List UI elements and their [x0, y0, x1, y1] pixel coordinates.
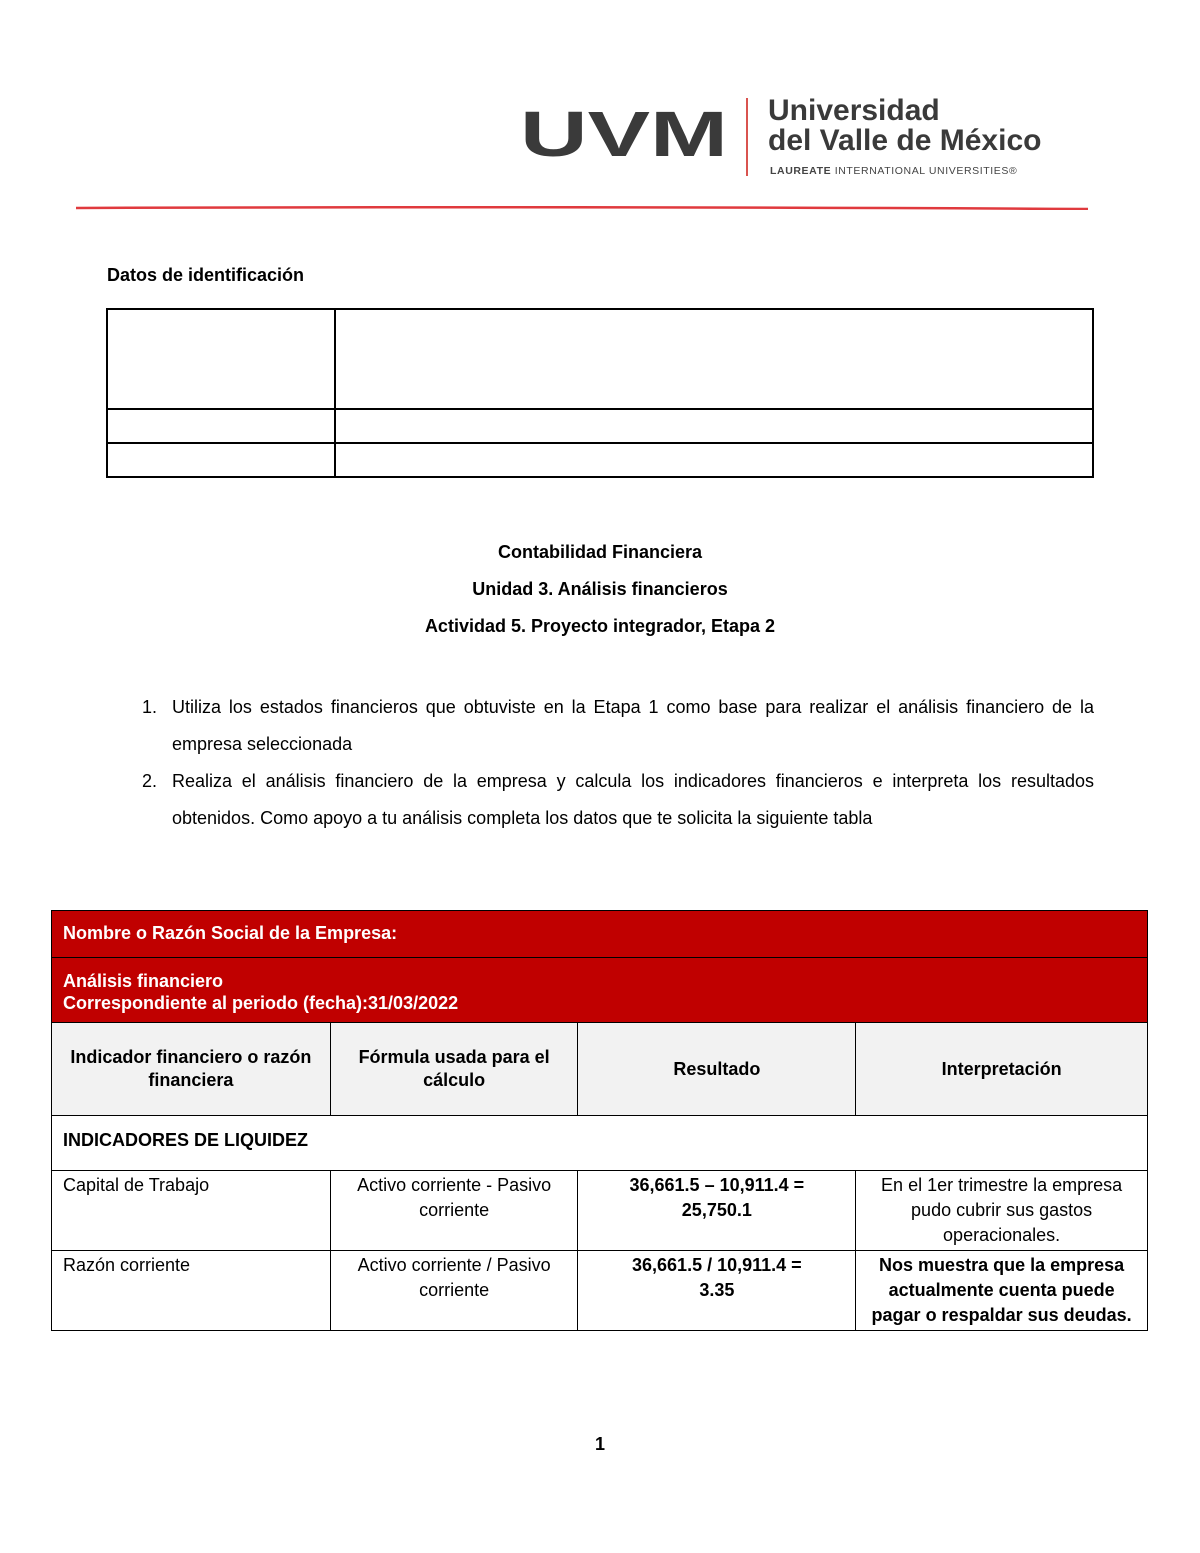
- result-cell[interactable]: [578, 1251, 856, 1331]
- indicator-cell[interactable]: Razón corriente: [52, 1251, 331, 1331]
- result-calc: 36,661.5 – 10,911.4 =: [629, 1175, 805, 1195]
- formula-cell[interactable]: Activo corriente / Pasivo corriente: [330, 1251, 578, 1331]
- indicator-cell[interactable]: Capital de Trabajo: [52, 1171, 331, 1251]
- period-label: Correspondiente al periodo (fecha):31/03/2022: [63, 993, 459, 1013]
- activity-title: Actividad 5. Proyecto integrador, Etapa 2: [424, 616, 776, 636]
- university-name-line1: Universidad: [768, 94, 940, 127]
- page-number: 1: [594, 1434, 605, 1454]
- interpretation-cell[interactable]: En el 1er trimestre la empresa pudo cubrir sus gastos operacionales.: [856, 1171, 1148, 1251]
- university-name: [768, 96, 1041, 156]
- laureate-tagline: [770, 165, 1017, 177]
- id-value-cell[interactable]: [335, 409, 1093, 443]
- result-value: 3.35: [699, 1280, 735, 1300]
- university-name-line2: del Valle de México: [768, 124, 1042, 157]
- financial-analysis-table: [51, 910, 1148, 1331]
- result-cell[interactable]: [578, 1171, 856, 1251]
- analysis-title: Análisis financiero: [63, 971, 224, 991]
- section-liquidity: INDICADORES DE LIQUIDEZ: [52, 1116, 1148, 1171]
- interpretation-cell[interactable]: Nos muestra que la empresa actualmente cuenta puede pagar o respaldar sus deudas.: [856, 1251, 1148, 1331]
- course-title: Contabilidad Financiera: [497, 542, 703, 562]
- header-formula: Fórmula usada para el cálculo: [330, 1023, 578, 1116]
- table-row: [52, 1251, 1148, 1331]
- id-label-cell[interactable]: [107, 309, 335, 409]
- result-value: 25,750.1: [681, 1200, 752, 1220]
- list-number: 1.: [142, 697, 158, 717]
- instruction-text: Utiliza los estados financieros que obtuviste en la Etapa 1 como base para realizar el análisis financiero de la empresa seleccionada: [172, 697, 1094, 754]
- list-number: 2.: [142, 771, 158, 791]
- uvm-brand-text: UVM: [520, 106, 728, 160]
- unit-title: Unidad 3. Análisis financieros: [472, 579, 728, 599]
- header-indicator: Indicador financiero o razón financiera: [52, 1023, 331, 1116]
- header-interpretation: Interpretación: [856, 1023, 1148, 1116]
- list-item: [130, 763, 1094, 837]
- list-item: [130, 689, 1094, 763]
- identification-table: [106, 308, 1094, 478]
- instruction-text: Realiza el análisis financiero de la empresa y calcula los indicadores financieros e interpreta los resultados obtenidos. Como apoyo a tu análisis completa los datos que te solicita la siguiente tabla: [172, 771, 1094, 828]
- table-row: [52, 1171, 1148, 1251]
- company-name-cell[interactable]: Nombre o Razón Social de la Empresa:: [52, 911, 1148, 958]
- logo-separator: [746, 98, 748, 176]
- identification-label: Datos de identificación: [107, 265, 305, 285]
- uvm-logo: [520, 92, 1040, 182]
- result-calc: 36,661.5 / 10,911.4 =: [632, 1255, 802, 1275]
- tagline-rest: INTERNATIONAL UNIVERSITIES®: [831, 165, 1018, 177]
- tagline-bold: LAUREATE: [770, 165, 832, 177]
- header-divider: [76, 206, 1088, 210]
- id-label-cell[interactable]: [107, 443, 335, 477]
- id-value-cell[interactable]: [335, 443, 1093, 477]
- instructions-list: [130, 689, 1094, 837]
- uvm-logo-mark: [520, 106, 730, 160]
- document-titles: [0, 542, 1200, 653]
- id-label-cell[interactable]: [107, 409, 335, 443]
- id-value-cell[interactable]: [335, 309, 1093, 409]
- formula-cell[interactable]: Activo corriente - Pasivo corriente: [330, 1171, 578, 1251]
- period-cell[interactable]: [52, 958, 1148, 1023]
- header-result: Resultado: [578, 1023, 856, 1116]
